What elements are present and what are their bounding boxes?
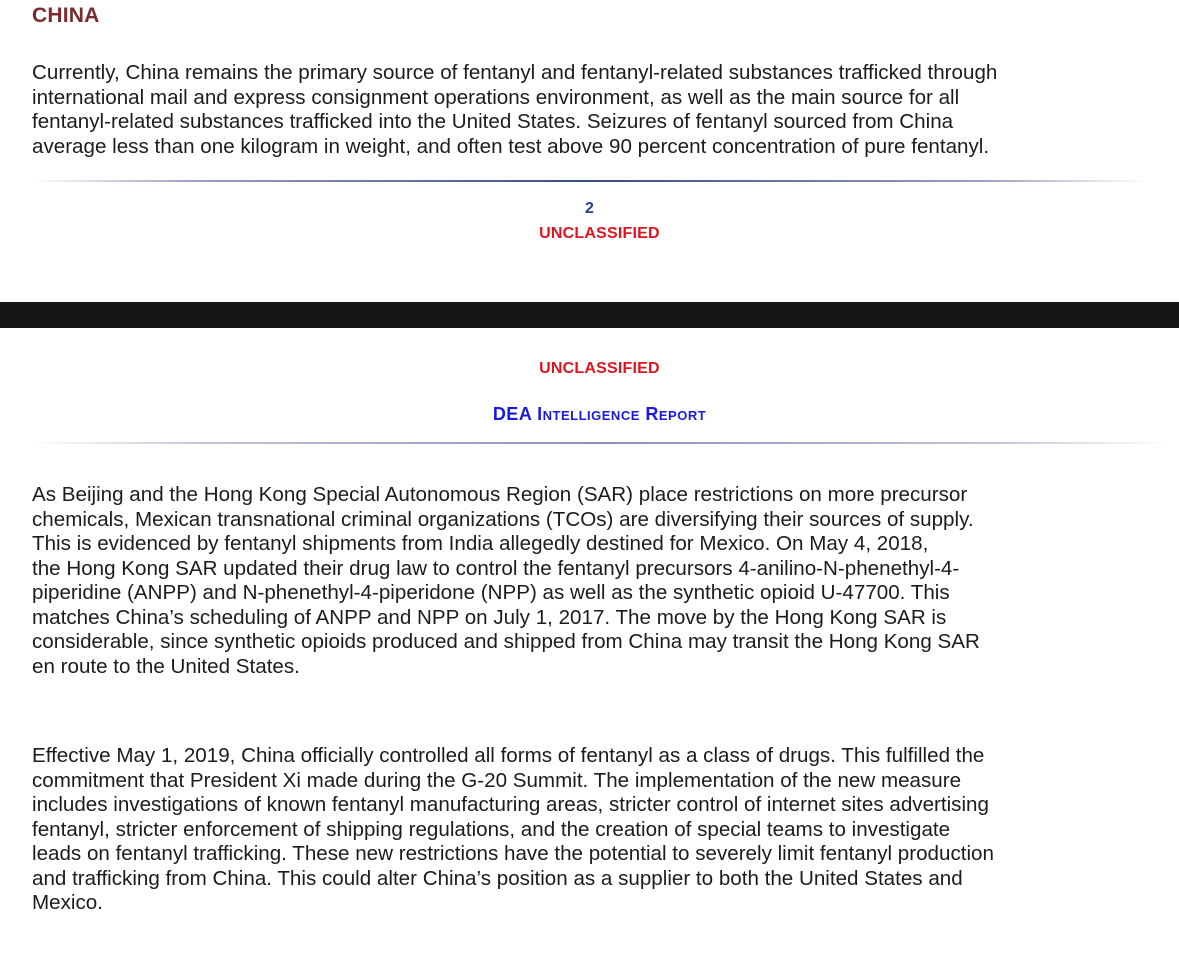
classification-footer: UNCLASSIFIED xyxy=(539,225,660,242)
paragraph-line: en route to the United States. xyxy=(32,654,300,678)
precursor-paragraph xyxy=(32,483,1172,679)
paragraph-line: This is evidenced by fentanyl shipments from India allegedly destined for Mexico. On May 4, 2018, xyxy=(32,532,929,555)
paragraph-line: piperidine (ANPP) and N-phenethyl-4-piperidone (NPP) as well as the synthetic opioid U-47700. This xyxy=(32,581,950,604)
classification-header: UNCLASSIFIED xyxy=(539,360,660,377)
paragraph-line: international mail and express consignment operations environment, as well as the main source for all xyxy=(32,85,960,109)
paragraph-line: the Hong Kong SAR updated their drug law to control the fentanyl precursors 4-anilino-N-phenethyl-4- xyxy=(32,556,960,580)
regulation-paragraph xyxy=(32,744,1172,916)
section-heading: CHINA xyxy=(32,4,100,27)
paragraph-line: chemicals, Mexican transnational criminal organizations (TCOs) are diversifying their sources of supply. xyxy=(32,507,974,531)
paragraph-line: Effective May 1, 2019, China officially controlled all forms of fentanyl as a class of drugs. This fulfilled the xyxy=(32,744,985,767)
footer-divider xyxy=(30,180,1148,182)
paragraph-line: fentanyl-related substances trafficked into the United States. Seizures of fentanyl sourced from China xyxy=(32,110,954,133)
paragraph-line: leads on fentanyl trafficking. These new restrictions have the potential to severely limit fentanyl production xyxy=(32,842,994,865)
paragraph-line: and trafficking from China. This could alter China’s position as a supplier to both the United States and xyxy=(32,866,963,890)
header-divider xyxy=(30,442,1170,444)
page-separator xyxy=(0,302,1179,328)
paragraph-line: fentanyl, stricter enforcement of shipping regulations, and the creation of special teams to investigate xyxy=(32,817,951,841)
paragraph-line: Mexico. xyxy=(32,891,103,914)
paragraph-line: matches China’s scheduling of ANPP and NPP on July 1, 2017. The move by the Hong Kong SAR is xyxy=(32,605,947,629)
document-page-2 xyxy=(0,0,1179,302)
paragraph-line: considerable, since synthetic opioids produced and shipped from China may transit the Hong Kong SAR xyxy=(32,630,980,653)
paragraph-line: commitment that President Xi made during the G-20 Summit. The implementation of the new measure xyxy=(32,768,962,792)
report-title: DEA Intelligence Report xyxy=(492,404,707,424)
china-paragraph xyxy=(32,61,1172,159)
paragraph-line: Currently, China remains the primary source of fentanyl and fentanyl-related substances trafficked through xyxy=(32,61,998,84)
paragraph-line: average less than one kilogram in weight, and often test above 90 percent concentration of pure fentanyl. xyxy=(32,134,990,158)
page-number: 2 xyxy=(585,200,594,217)
paragraph-line: As Beijing and the Hong Kong Special Autonomous Region (SAR) place restrictions on more precursor xyxy=(32,483,968,506)
paragraph-line: includes investigations of known fentanyl manufacturing areas, stricter control of internet sites advertising xyxy=(32,793,989,816)
